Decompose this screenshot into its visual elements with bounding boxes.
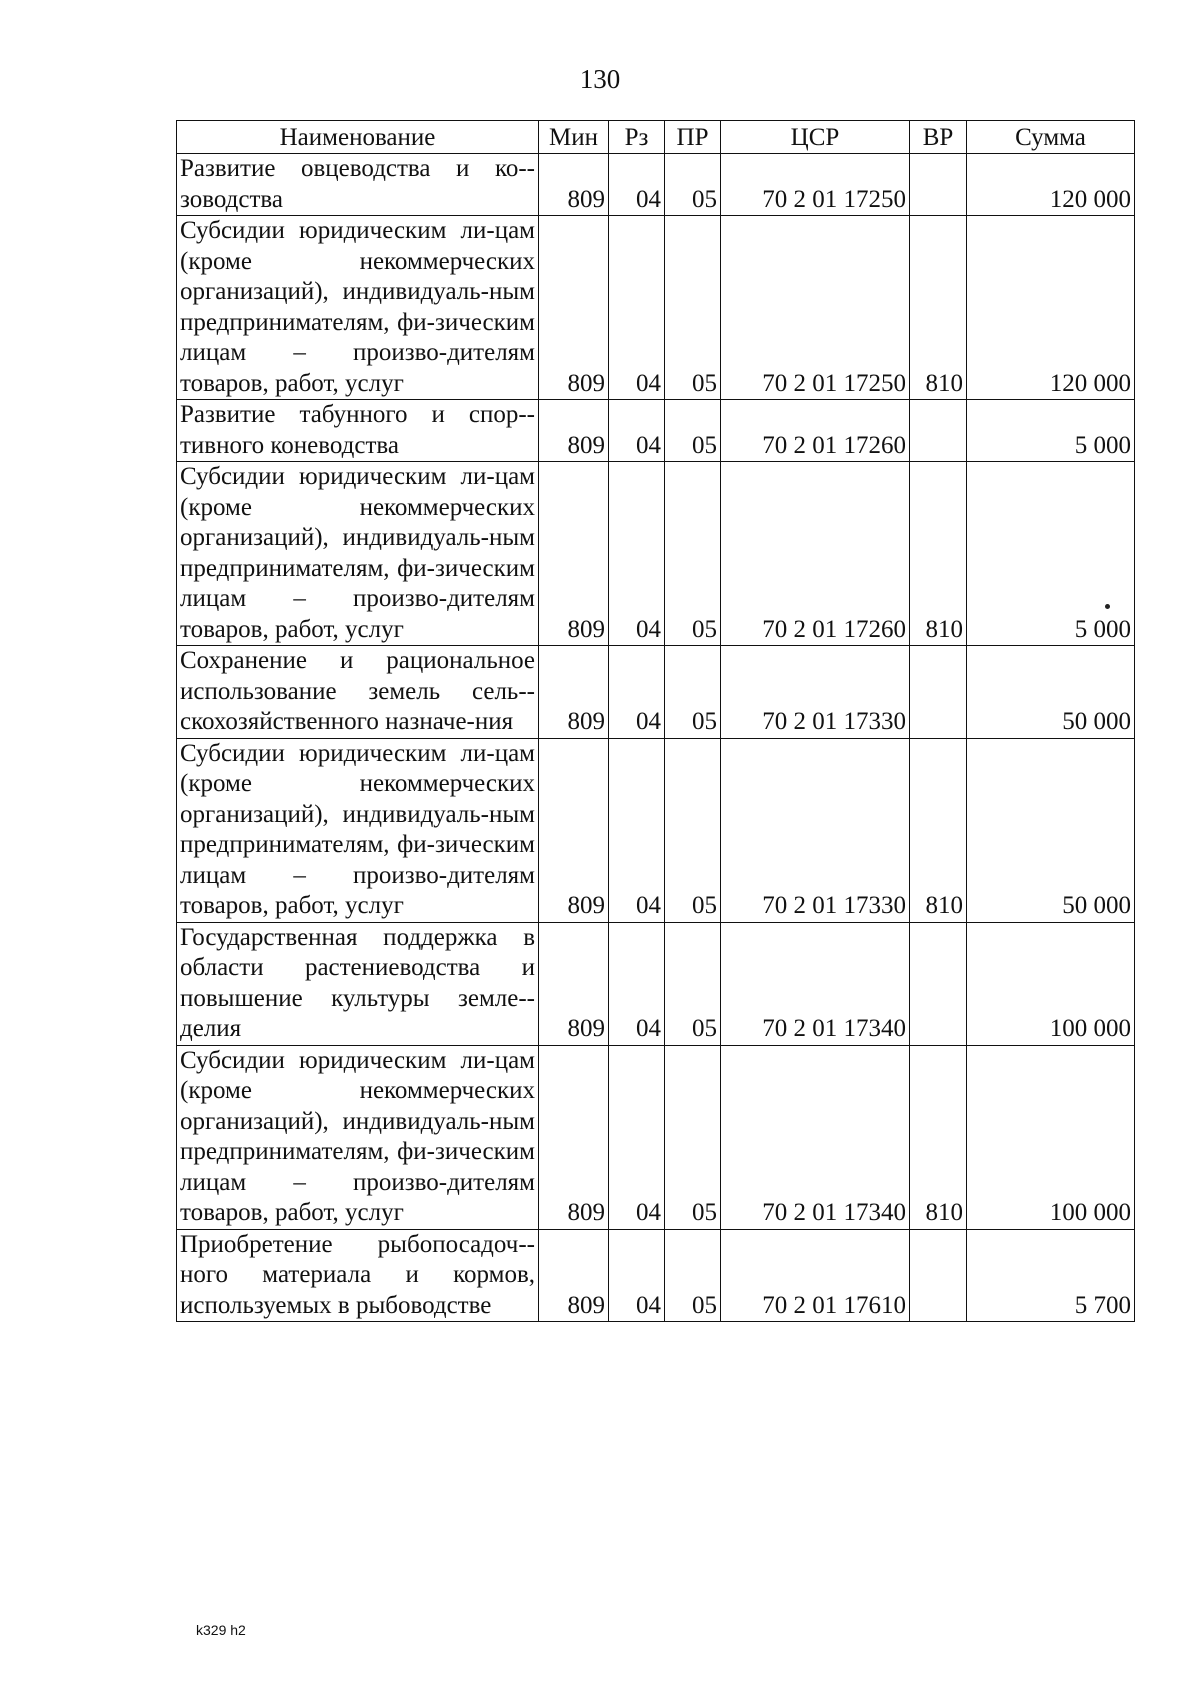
row-rz: 04: [609, 400, 665, 462]
row-min: 809: [539, 216, 609, 400]
row-pr: 05: [665, 400, 721, 462]
row-vr: 810: [910, 738, 967, 922]
table-row: [177, 1045, 1135, 1229]
header-rz: Рз: [609, 121, 665, 154]
header-csr: ЦСР: [721, 121, 910, 154]
row-vr: 810: [910, 1045, 967, 1229]
row-min: 809: [539, 922, 609, 1045]
row-csr: 70 2 01 17250: [721, 216, 910, 400]
row-rz: 04: [609, 922, 665, 1045]
row-pr: 05: [665, 922, 721, 1045]
row-min: 809: [539, 154, 609, 216]
row-rz: 04: [609, 738, 665, 922]
row-sum: 5 000: [967, 462, 1135, 646]
table-row: [177, 154, 1135, 216]
row-sum: 50 000: [967, 646, 1135, 739]
row-rz: 04: [609, 1045, 665, 1229]
table-row: [177, 400, 1135, 462]
row-pr: 05: [665, 1229, 721, 1322]
row-csr: 70 2 01 17340: [721, 1045, 910, 1229]
table-row: [177, 738, 1135, 922]
row-sum: 5 700: [967, 1229, 1135, 1322]
row-name: Приобретение рыбопосадоч-ного материала и кормов, используемых в рыбоводстве: [177, 1229, 539, 1322]
row-name: Субсидии юридическим ли-цам (кроме некоммерческих организаций), индивидуаль-ным предпринимателям, фи-зическим лицам – произво-дителям товаров, работ, услуг: [177, 1045, 539, 1229]
header-sum: Сумма: [967, 121, 1135, 154]
table-row: [177, 922, 1135, 1045]
row-csr: 70 2 01 17330: [721, 646, 910, 739]
header-min: Мин: [539, 121, 609, 154]
row-sum: 100 000: [967, 922, 1135, 1045]
row-name: Сохранение и рациональное использование земель сель-скохозяйственного назначе-ния: [177, 646, 539, 739]
row-vr: [910, 646, 967, 739]
row-vr: [910, 922, 967, 1045]
row-name: Развитие табунного и спор-тивного коневодства: [177, 400, 539, 462]
row-name: Субсидии юридическим ли-цам (кроме некоммерческих организаций), индивидуаль-ным предпринимателям, фи-зическим лицам – произво-дителям товаров, работ, услуг: [177, 462, 539, 646]
row-csr: 70 2 01 17250: [721, 154, 910, 216]
row-rz: 04: [609, 154, 665, 216]
table-row: [177, 216, 1135, 400]
row-rz: 04: [609, 216, 665, 400]
row-vr: [910, 400, 967, 462]
page-number: 130: [579, 64, 621, 94]
row-pr: 05: [665, 738, 721, 922]
footer-code: k329 h2: [196, 1622, 246, 1638]
row-min: 809: [539, 738, 609, 922]
row-sum: 100 000: [967, 1045, 1135, 1229]
row-rz: 04: [609, 1229, 665, 1322]
row-sum: 120 000: [967, 154, 1135, 216]
row-pr: 05: [665, 216, 721, 400]
row-name: Развитие овцеводства и ко-зоводства: [177, 154, 539, 216]
row-min: 809: [539, 462, 609, 646]
row-csr: 70 2 01 17260: [721, 400, 910, 462]
row-pr: 05: [665, 462, 721, 646]
row-sum: 5 000: [967, 400, 1135, 462]
row-csr: 70 2 01 17610: [721, 1229, 910, 1322]
row-csr: 70 2 01 17340: [721, 922, 910, 1045]
row-csr: 70 2 01 17260: [721, 462, 910, 646]
header-row: [177, 121, 1135, 154]
row-pr: 05: [665, 1045, 721, 1229]
row-name: Субсидии юридическим ли-цам (кроме некоммерческих организаций), индивидуаль-ным предпринимателям, фи-зическим лицам – произво-дителям товаров, работ, услуг: [177, 738, 539, 922]
row-min: 809: [539, 646, 609, 739]
row-sum: 50 000: [967, 738, 1135, 922]
header-pr: ПР: [665, 121, 721, 154]
row-vr: 810: [910, 462, 967, 646]
table-row: [177, 462, 1135, 646]
row-min: 809: [539, 1229, 609, 1322]
budget-table: [176, 120, 1135, 1322]
row-csr: 70 2 01 17330: [721, 738, 910, 922]
scan-speck: [1105, 604, 1110, 609]
header-name: Наименование: [177, 121, 539, 154]
row-name: Государственная поддержка в области растениеводства и повышение культуры земле-делия: [177, 922, 539, 1045]
table-row: [177, 646, 1135, 739]
table-row: [177, 1229, 1135, 1322]
row-name: Субсидии юридическим ли-цам (кроме некоммерческих организаций), индивидуаль-ным предпринимателям, фи-зическим лицам – произво-дителям товаров, работ, услуг: [177, 216, 539, 400]
header-vr: ВР: [910, 121, 967, 154]
row-min: 809: [539, 1045, 609, 1229]
row-rz: 04: [609, 462, 665, 646]
row-vr: [910, 1229, 967, 1322]
row-vr: 810: [910, 216, 967, 400]
row-vr: [910, 154, 967, 216]
row-sum: 120 000: [967, 216, 1135, 400]
row-min: 809: [539, 400, 609, 462]
row-pr: 05: [665, 154, 721, 216]
row-rz: 04: [609, 646, 665, 739]
row-pr: 05: [665, 646, 721, 739]
